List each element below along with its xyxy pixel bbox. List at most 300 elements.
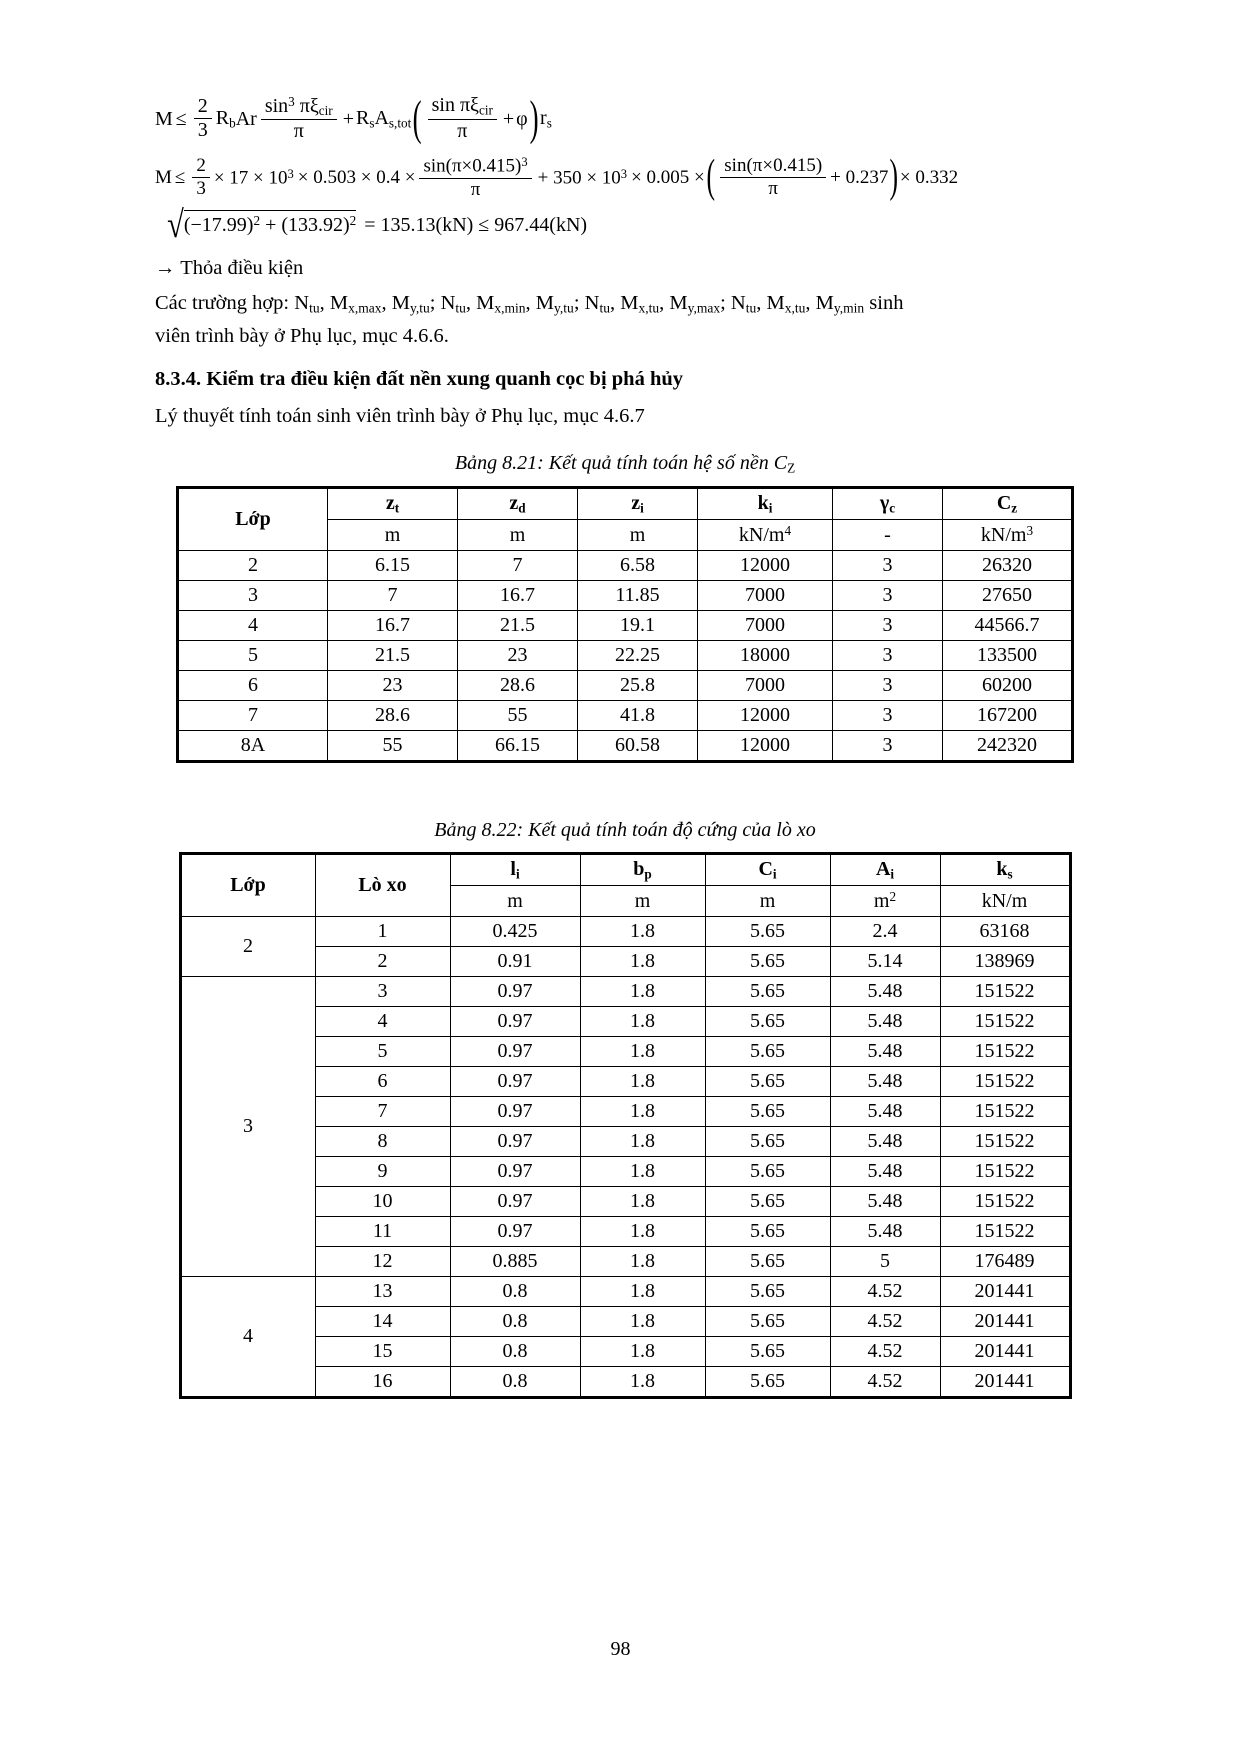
eq1-ar: Ar — [235, 107, 257, 130]
hdr-bp-sub: p — [644, 866, 652, 882]
eq1-sin-denominator: π — [428, 119, 497, 142]
t821-r5-c5: 3 — [833, 701, 943, 731]
t821-r3-c1: 21.5 — [328, 641, 458, 671]
t822-g1-r6-c0: 9 — [315, 1157, 450, 1187]
eq1-close-paren: ) — [529, 90, 539, 146]
table-821-caption — [155, 452, 1095, 476]
hdr-zt-base: z — [385, 491, 395, 514]
table-row — [180, 917, 1070, 947]
eq1-relation: ≤ — [175, 107, 187, 130]
hdr-zd-sub: d — [518, 500, 526, 516]
t822-g2-r0-c2: 1.8 — [580, 1277, 705, 1307]
t821-r2-c4: 7000 — [698, 611, 833, 641]
table-822 — [179, 852, 1072, 1399]
table-822-wrapper — [155, 852, 1095, 1399]
t822-g0-r0-c2: 1.8 — [580, 917, 705, 947]
eq2-fraction-two-thirds — [192, 156, 210, 199]
eq1-fraction-two-thirds — [194, 96, 212, 141]
t821-r5-c4: 12000 — [698, 701, 833, 731]
table-821-wrapper — [155, 486, 1095, 763]
table-821 — [176, 486, 1074, 763]
eq2-lhs: M — [155, 167, 172, 189]
table-822-unit-ks: kN/m — [940, 886, 1070, 917]
t822-g2-r2-c5: 201441 — [940, 1337, 1070, 1367]
t822-g1-r7-c2: 1.8 — [580, 1187, 705, 1217]
t822-g1-r3-c4: 5.48 — [830, 1067, 940, 1097]
t822-g2-r1-c0: 14 — [315, 1307, 450, 1337]
table-822-header-loxo: Lò xo — [315, 854, 450, 917]
unit-cz-sup: 3 — [1026, 523, 1034, 539]
t822-g2-r0-c1: 0.8 — [450, 1277, 580, 1307]
t822-g1-r0-c3: 5.65 — [705, 977, 830, 1007]
t821-r6-c5: 3 — [833, 731, 943, 762]
eq2-sin-numerator: sin(π×0.415) — [724, 155, 823, 177]
t822-g2-r0-c4: 4.52 — [830, 1277, 940, 1307]
table-821-unit-gamma-c: - — [833, 520, 943, 551]
table-822-caption: Bảng 8.22: Kết quả tính toán độ cứng của lò xo — [434, 819, 816, 842]
page-content — [155, 90, 1095, 1399]
eq2-f1-power: 3 — [287, 167, 294, 182]
eq3-term-b-power: 2 — [349, 212, 357, 228]
eq2-f3-text: + 350 × 10 — [537, 167, 621, 189]
eq1-sin2-text: sin — [431, 94, 455, 117]
t822-g1-r5-c3: 5.65 — [705, 1127, 830, 1157]
eq1-rs-term — [540, 108, 552, 130]
table-row — [178, 611, 1073, 641]
eq1-frac-numerator: 2 — [197, 95, 208, 118]
t821-r5-c1: 28.6 — [328, 701, 458, 731]
table-821-header-row-1 — [178, 487, 1073, 519]
t822-g1-r7-c4: 5.48 — [830, 1187, 940, 1217]
t822-g1-r1-c1: 0.97 — [450, 1007, 580, 1037]
eq3-radical-sign: √ — [167, 203, 184, 246]
cases-paragraph — [155, 287, 1095, 320]
t822-g1-r5-c2: 1.8 — [580, 1127, 705, 1157]
table-row — [180, 977, 1070, 1007]
t822-g2-r0-c3: 5.65 — [705, 1277, 830, 1307]
t822-g0-r1-c2: 1.8 — [580, 947, 705, 977]
hdr-cz-sub: z — [1011, 500, 1018, 516]
table-822-unit-ci: m — [705, 886, 830, 917]
t821-r4-c3: 25.8 — [578, 671, 698, 701]
t821-r2-c6: 44566.7 — [943, 611, 1073, 641]
t821-r1-c1: 7 — [328, 581, 458, 611]
t822-g0-r0-c4: 2.4 — [830, 917, 940, 947]
table-822-header-ci — [705, 854, 830, 886]
table-822-header-ai — [830, 854, 940, 886]
t822-g1-r8-c3: 5.65 — [705, 1217, 830, 1247]
t821-r6-c2: 66.15 — [458, 731, 578, 762]
eq3-result: = 135.13(kN) ≤ 967.44(kN) — [364, 213, 588, 236]
table-821-header-gamma-c — [833, 487, 943, 519]
hdr-zd-base: z — [509, 491, 519, 514]
cases-paragraph-line2: viên trình bày ở Phụ lục, mục 4.6.6. — [155, 325, 449, 348]
table-821-unit-ki — [698, 520, 833, 551]
eq1-frac-denominator: 3 — [194, 118, 212, 141]
t822-g1-r9-c1: 0.885 — [450, 1247, 580, 1277]
t821-r0-c0: 2 — [178, 551, 328, 581]
eq2-sin3-denominator: π — [419, 178, 531, 200]
t821-r2-c3: 19.1 — [578, 611, 698, 641]
t822-g2-r0-c0: 13 — [315, 1277, 450, 1307]
t822-g1-r8-c0: 11 — [315, 1217, 450, 1247]
t821-r1-c0: 3 — [178, 581, 328, 611]
hdr-gamma-base: γ — [879, 491, 890, 514]
t821-r0-c4: 12000 — [698, 551, 833, 581]
theory-line: Lý thuyết tính toán sinh viên trình bày ở Phụ lục, mục 4.6.7 — [155, 405, 645, 428]
t822-g1-r1-c5: 151522 — [940, 1007, 1070, 1037]
t822-g0-r0-c5: 63168 — [940, 917, 1070, 947]
t822-g1-r6-c1: 0.97 — [450, 1157, 580, 1187]
t821-r1-c2: 16.7 — [458, 581, 578, 611]
t821-r5-c2: 55 — [458, 701, 578, 731]
t822-g1-r5-c5: 151522 — [940, 1127, 1070, 1157]
t822-g0-r1-c3: 5.65 — [705, 947, 830, 977]
table-821-header-ki — [698, 487, 833, 519]
eq1-rs-sub: s — [369, 115, 375, 131]
t822-g1-r6-c4: 5.48 — [830, 1157, 940, 1187]
eq3-plus: + — [265, 213, 277, 236]
cases-text: Các trường hợp: $N_{tu}$, $M_{x,max}$, $M_{y,tu}$; $N_{tu}$, $M_{x,min}$, $M_{y,tu}$; $N_{tu}$, $M_{x,tu}$, $M_{y,max}$; $N_{tu}$, $M_{x,tu}$, $M_{y,min}$ sinh — [155, 292, 904, 316]
eq1-sin3-denominator: π — [261, 119, 337, 142]
t822-g1-r5-c1: 0.97 — [450, 1127, 580, 1157]
t822-g1-r9-c5: 176489 — [940, 1247, 1070, 1277]
t821-r0-c3: 6.58 — [578, 551, 698, 581]
t822-g0-layer: 2 — [180, 917, 315, 977]
t822-g1-r2-c4: 5.48 — [830, 1037, 940, 1067]
t822-g1-r8-c2: 1.8 — [580, 1217, 705, 1247]
t821-r6-c4: 12000 — [698, 731, 833, 762]
eq1-fraction-sin3 — [261, 95, 337, 142]
t821-r6-c6: 242320 — [943, 731, 1073, 762]
t822-g1-r7-c0: 10 — [315, 1187, 450, 1217]
t822-g2-r3-c3: 5.65 — [705, 1367, 830, 1398]
hdr-ci-sub: i — [772, 866, 777, 882]
t821-r0-c5: 3 — [833, 551, 943, 581]
hdr-ki-sub: i — [768, 500, 773, 516]
hdr-zi-base: z — [631, 491, 641, 514]
hdr-bp-base: b — [633, 858, 645, 881]
hdr-ai-sub: i — [890, 866, 895, 882]
t821-r4-c2: 28.6 — [458, 671, 578, 701]
equation-3 — [155, 203, 1095, 246]
eq2-sin3-numerator — [419, 156, 531, 178]
t821-r6-c0: 8A — [178, 731, 328, 762]
unit-ki-base: kN/m — [738, 524, 785, 547]
table-row — [178, 731, 1073, 762]
t822-g1-r0-c5: 151522 — [940, 977, 1070, 1007]
table-row — [178, 701, 1073, 731]
t822-g2-r3-c1: 0.8 — [450, 1367, 580, 1398]
hdr-li-sub: i — [515, 866, 520, 882]
t822-g1-r9-c2: 1.8 — [580, 1247, 705, 1277]
eq1-fraction-sin — [428, 95, 497, 141]
t822-g1-r0-c1: 0.97 — [450, 977, 580, 1007]
t822-g1-r3-c3: 5.65 — [705, 1067, 830, 1097]
eq2-relation: ≤ — [174, 167, 186, 189]
t822-g0-r1-c5: 138969 — [940, 947, 1070, 977]
eq1-rb-base: R — [215, 106, 230, 129]
eq2-f1-text: × 17 × 10 — [213, 167, 288, 189]
t822-g1-r3-c2: 1.8 — [580, 1067, 705, 1097]
table-row — [178, 581, 1073, 611]
table-821-header-zt — [328, 487, 458, 519]
t822-g2-r1-c2: 1.8 — [580, 1307, 705, 1337]
eq2-frac-numerator: 2 — [196, 155, 206, 177]
t821-r4-c5: 3 — [833, 671, 943, 701]
table-822-header-bp — [580, 854, 705, 886]
hdr-cz-base: C — [996, 491, 1012, 514]
eq1-rb-sub: b — [229, 115, 236, 131]
t822-g1-r6-c5: 151522 — [940, 1157, 1070, 1187]
table-821-caption-text: Bảng 8.21: Kết quả tính toán hệ số nền C — [454, 451, 788, 474]
t822-g1-r2-c0: 5 — [315, 1037, 450, 1067]
t822-g1-r1-c3: 5.65 — [705, 1007, 830, 1037]
t822-g1-r8-c5: 151522 — [940, 1217, 1070, 1247]
t822-g1-layer: 3 — [180, 977, 315, 1277]
t822-g2-r2-c4: 4.52 — [830, 1337, 940, 1367]
t822-g1-r7-c5: 151522 — [940, 1187, 1070, 1217]
eq1-r-base: r — [540, 106, 547, 129]
eq1-plus-2: + — [502, 107, 515, 130]
eq3-radical — [165, 203, 357, 246]
table-821-header-cz — [943, 487, 1073, 519]
eq1-rb — [216, 108, 236, 130]
eq2-fraction-sin3 — [419, 156, 531, 200]
t821-r1-c6: 27650 — [943, 581, 1073, 611]
equation-1 — [155, 90, 1095, 146]
t822-g2-r0-c5: 201441 — [940, 1277, 1070, 1307]
t822-g2-r2-c2: 1.8 — [580, 1337, 705, 1367]
eq2-close-paren: ) — [889, 151, 899, 203]
t822-g1-r4-c2: 1.8 — [580, 1097, 705, 1127]
eq2-factor-2: × 0.503 × 0.4 × — [297, 167, 416, 189]
eq1-sin-numerator — [428, 95, 497, 118]
t821-r1-c5: 3 — [833, 581, 943, 611]
t822-g1-r0-c4: 5.48 — [830, 977, 940, 1007]
eq1-rs — [356, 108, 374, 130]
hdr-zt-sub: t — [394, 500, 400, 516]
hdr-ks-base: k — [996, 858, 1008, 881]
eq1-phi: φ — [516, 107, 528, 130]
t822-g1-r7-c3: 5.65 — [705, 1187, 830, 1217]
t822-g1-r9-c3: 5.65 — [705, 1247, 830, 1277]
t822-g2-r1-c1: 0.8 — [450, 1307, 580, 1337]
unit-ki-sup: 4 — [784, 523, 792, 539]
t822-g2-r2-c1: 0.8 — [450, 1337, 580, 1367]
table-821-header-zi — [578, 487, 698, 519]
table-822-header-row-1 — [180, 854, 1070, 886]
t821-r1-c3: 11.85 — [578, 581, 698, 611]
table-821-header-lop: Lớp — [178, 487, 328, 550]
t822-g1-r0-c2: 1.8 — [580, 977, 705, 1007]
table-821-caption-sub: Z — [787, 459, 796, 475]
t821-r3-c5: 3 — [833, 641, 943, 671]
t822-g2-r2-c3: 5.65 — [705, 1337, 830, 1367]
eq1-as-base: A — [374, 106, 389, 129]
t822-g1-r8-c1: 0.97 — [450, 1217, 580, 1247]
table-822-header-lop: Lớp — [180, 854, 315, 917]
t822-g1-r2-c2: 1.8 — [580, 1037, 705, 1067]
t822-g1-r1-c4: 5.48 — [830, 1007, 940, 1037]
eq1-xi-sub: cir — [318, 103, 333, 119]
t822-g2-r3-c5: 201441 — [940, 1367, 1070, 1398]
t822-g2-r1-c5: 201441 — [940, 1307, 1070, 1337]
table-821-header-zd — [458, 487, 578, 519]
t822-g1-r7-c1: 0.97 — [450, 1187, 580, 1217]
t822-g1-r0-c0: 3 — [315, 977, 450, 1007]
table-821-unit-zd: m — [458, 520, 578, 551]
t822-g2-r3-c4: 4.52 — [830, 1367, 940, 1398]
eq2-open-paren: ( — [706, 151, 715, 203]
t821-r4-c6: 60200 — [943, 671, 1073, 701]
eq1-pi-xi: πξ — [299, 94, 319, 117]
eq2-factor-4: × 0.005 × — [631, 167, 705, 189]
eq2-f3-power: 3 — [620, 167, 628, 182]
eq2-sin-denominator: π — [720, 177, 826, 199]
t822-g2-r3-c2: 1.8 — [580, 1367, 705, 1398]
t822-g1-r4-c5: 151522 — [940, 1097, 1070, 1127]
t821-r4-c1: 23 — [328, 671, 458, 701]
hdr-ci-base: C — [758, 858, 773, 881]
table-822-unit-ai — [830, 886, 940, 917]
hdr-zi-sub: i — [640, 500, 644, 516]
t822-g1-r8-c4: 5.48 — [830, 1217, 940, 1247]
hdr-gamma-sub: c — [889, 500, 896, 516]
t822-g1-r6-c3: 5.65 — [705, 1157, 830, 1187]
eq2-factor-1 — [214, 168, 294, 188]
t822-g1-r5-c0: 8 — [315, 1127, 450, 1157]
eq1-plus: + — [342, 107, 354, 130]
t821-r3-c3: 22.25 — [578, 641, 698, 671]
page-number: 98 — [610, 1638, 631, 1660]
t821-r6-c1: 55 — [328, 731, 458, 762]
t821-r3-c6: 133500 — [943, 641, 1073, 671]
t822-g1-r4-c3: 5.65 — [705, 1097, 830, 1127]
unit-ai-base: m — [873, 890, 890, 913]
eq3-term-b: (133.92) — [281, 213, 350, 236]
t822-g0-r0-c1: 0.425 — [450, 917, 580, 947]
equation-block — [155, 90, 1095, 246]
table-822-unit-li: m — [450, 886, 580, 917]
t822-g1-r5-c4: 5.48 — [830, 1127, 940, 1157]
t821-r0-c2: 7 — [458, 551, 578, 581]
table-row — [178, 551, 1073, 581]
eq1-xi-sub-2: cir — [478, 102, 493, 118]
t822-g1-r9-c4: 5 — [830, 1247, 940, 1277]
t822-g1-r3-c1: 0.97 — [450, 1067, 580, 1097]
eq2-factor-5: + 0.237 — [830, 167, 889, 189]
t821-r3-c2: 23 — [458, 641, 578, 671]
hdr-ai-base: A — [875, 858, 891, 881]
t821-r5-c0: 7 — [178, 701, 328, 731]
eq1-r-sub: s — [546, 115, 552, 131]
t822-g0-r1-c4: 5.14 — [830, 947, 940, 977]
conclusion-line: → Thỏa điều kiện — [155, 257, 304, 279]
eq2-factor-3 — [538, 168, 627, 188]
table-822-unit-bp: m — [580, 886, 705, 917]
table-822-header-li — [450, 854, 580, 886]
t822-g0-r0-c3: 5.65 — [705, 917, 830, 947]
t822-g1-r4-c1: 0.97 — [450, 1097, 580, 1127]
section-heading-834: 8.3.4. Kiểm tra điều kiện đất nền xung quanh cọc bị phá hủy — [155, 367, 683, 390]
table-822-header-ks — [940, 854, 1070, 886]
t821-r2-c2: 21.5 — [458, 611, 578, 641]
t821-r3-c4: 18000 — [698, 641, 833, 671]
eq1-lhs: M — [155, 107, 173, 130]
eq1-sin3-numerator — [261, 95, 337, 119]
eq1-rs-base: R — [355, 106, 370, 129]
t821-r5-c6: 167200 — [943, 701, 1073, 731]
t822-g1-r1-c2: 1.8 — [580, 1007, 705, 1037]
table-row — [180, 1277, 1070, 1307]
hdr-ks-sub: s — [1007, 866, 1013, 882]
t822-g2-r3-c0: 16 — [315, 1367, 450, 1398]
eq2-fraction-sin — [720, 156, 826, 199]
eq1-sin-power: 3 — [288, 94, 295, 109]
t821-r3-c0: 5 — [178, 641, 328, 671]
t822-g2-r1-c3: 5.65 — [705, 1307, 830, 1337]
eq1-as-sub: s,tot — [388, 115, 412, 131]
t821-r4-c0: 6 — [178, 671, 328, 701]
eq2-sin3-text: sin(π×0.415) — [423, 155, 522, 177]
t821-r4-c4: 7000 — [698, 671, 833, 701]
table-row — [178, 641, 1073, 671]
t822-g1-r2-c3: 5.65 — [705, 1037, 830, 1067]
t822-g0-r1-c0: 2 — [315, 947, 450, 977]
t821-r2-c5: 3 — [833, 611, 943, 641]
eq1-open-paren: ( — [412, 90, 422, 146]
t822-g1-r1-c0: 4 — [315, 1007, 450, 1037]
eq2-frac-denominator: 3 — [192, 177, 210, 199]
t821-r2-c0: 4 — [178, 611, 328, 641]
eq1-sin-text: sin — [264, 94, 289, 117]
t822-g1-r4-c4: 5.48 — [830, 1097, 940, 1127]
t821-r2-c1: 16.7 — [328, 611, 458, 641]
hdr-li-base: l — [510, 858, 516, 881]
table-row — [178, 671, 1073, 701]
equation-2 — [155, 151, 1095, 203]
eq2-sin3-power: 3 — [521, 155, 528, 170]
t821-r0-c1: 6.15 — [328, 551, 458, 581]
hdr-ki-base: k — [757, 491, 769, 514]
t822-g1-r4-c0: 7 — [315, 1097, 450, 1127]
t822-g1-r3-c5: 151522 — [940, 1067, 1070, 1097]
t821-r6-c3: 60.58 — [578, 731, 698, 762]
eq3-term-a: (−17.99) — [183, 213, 254, 236]
table-821-unit-zt: m — [328, 520, 458, 551]
eq1-as — [374, 108, 411, 130]
t822-g1-r2-c1: 0.97 — [450, 1037, 580, 1067]
t821-r1-c4: 7000 — [698, 581, 833, 611]
unit-ai-sup: 2 — [889, 889, 897, 905]
t822-g0-r0-c0: 1 — [315, 917, 450, 947]
eq3-term-a-power: 2 — [253, 212, 261, 228]
table-821-unit-cz — [943, 520, 1073, 551]
t822-g1-r6-c2: 1.8 — [580, 1157, 705, 1187]
t822-g1-r2-c5: 151522 — [940, 1037, 1070, 1067]
t822-g1-r9-c0: 12 — [315, 1247, 450, 1277]
t821-r5-c3: 41.8 — [578, 701, 698, 731]
t822-g2-r2-c0: 15 — [315, 1337, 450, 1367]
t822-g2-r1-c4: 4.52 — [830, 1307, 940, 1337]
t821-r0-c6: 26320 — [943, 551, 1073, 581]
eq2-factor-6: × 0.332 — [899, 167, 959, 189]
eq3-radicand — [184, 210, 356, 240]
table-821-unit-zi: m — [578, 520, 698, 551]
t822-g1-r3-c0: 6 — [315, 1067, 450, 1097]
t822-g0-r1-c1: 0.91 — [450, 947, 580, 977]
